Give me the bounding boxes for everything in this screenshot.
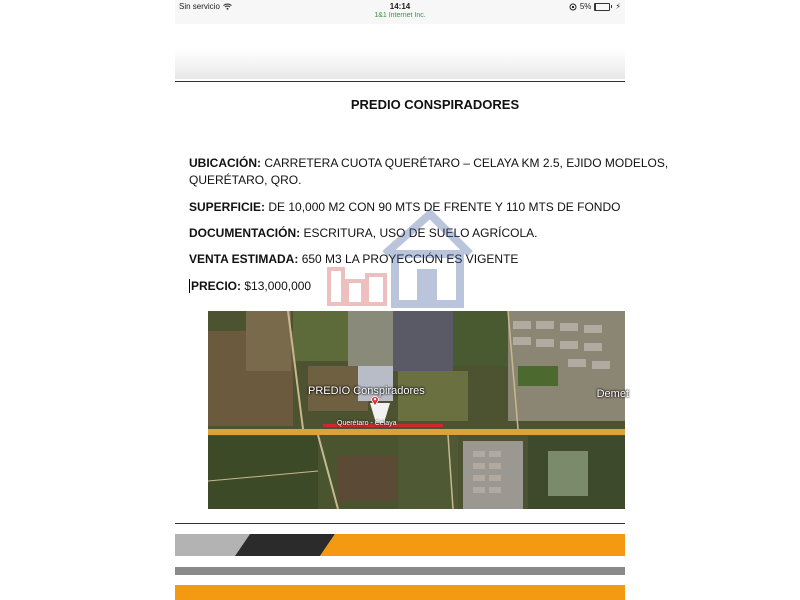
- watermark-logo: [325, 209, 475, 309]
- clock: 14:14: [389, 2, 411, 11]
- road-label: Querétaro - Celaya: [337, 420, 397, 427]
- battery-icon: [594, 3, 610, 11]
- battery-cap: [611, 5, 612, 8]
- field-ubicacion-continuation: QUERÉTARO, QRO.: [189, 173, 302, 187]
- place-label: Demet: [596, 388, 629, 400]
- field-label: PRECIO:: [191, 279, 242, 293]
- field-label: VENTA ESTIMADA:: [189, 252, 299, 266]
- footer-band-orange: [175, 534, 625, 556]
- field-value: 650 M3 LA PROYECCIÓN ES VIGENTE: [301, 252, 519, 266]
- field-label: UBICACIÓN:: [189, 156, 261, 170]
- satellite-imagery: [208, 311, 625, 509]
- battery-percent: 5%: [579, 2, 592, 11]
- map-pin-icon[interactable]: [370, 395, 380, 407]
- status-bar: [175, 0, 625, 25]
- document-title: PREDIO CONSPIRADORES: [350, 97, 520, 112]
- field-value: ESCRITURA, USO DE SUELO AGRÍCOLA.: [303, 226, 538, 240]
- field-value: $13,000,000: [244, 279, 312, 293]
- header-rule: [175, 81, 625, 82]
- field-value: DE 10,000 M2 CON 90 MTS DE FRENTE Y 110 MTS DE FONDO: [268, 200, 621, 214]
- document-page[interactable]: [175, 24, 669, 600]
- text-cursor: [189, 279, 190, 293]
- satellite-map[interactable]: [208, 311, 629, 509]
- footer-rule: [175, 523, 625, 524]
- status-right: [569, 2, 621, 11]
- field-label: DOCUMENTACIÓN:: [189, 226, 301, 240]
- site-identity[interactable]: 1&1 Internet Inc.: [374, 12, 426, 19]
- orientation-lock-icon: [569, 3, 577, 11]
- footer-band-orange-bottom: [175, 585, 625, 600]
- field-label: SUPERFICIE:: [189, 200, 266, 214]
- header-band: [175, 49, 625, 79]
- field-value: CARRETERA CUOTA QUERÉTARO – CELAYA KM 2.5, EJIDO MODELOS,: [264, 156, 669, 170]
- carrier-text: Sin servicio: [179, 2, 220, 11]
- charging-icon: ⚡: [615, 2, 621, 11]
- footer-band-gray: [175, 567, 625, 575]
- field-ubicacion: [189, 156, 669, 171]
- map-pin-label: PREDIO Conspiradores: [308, 385, 425, 397]
